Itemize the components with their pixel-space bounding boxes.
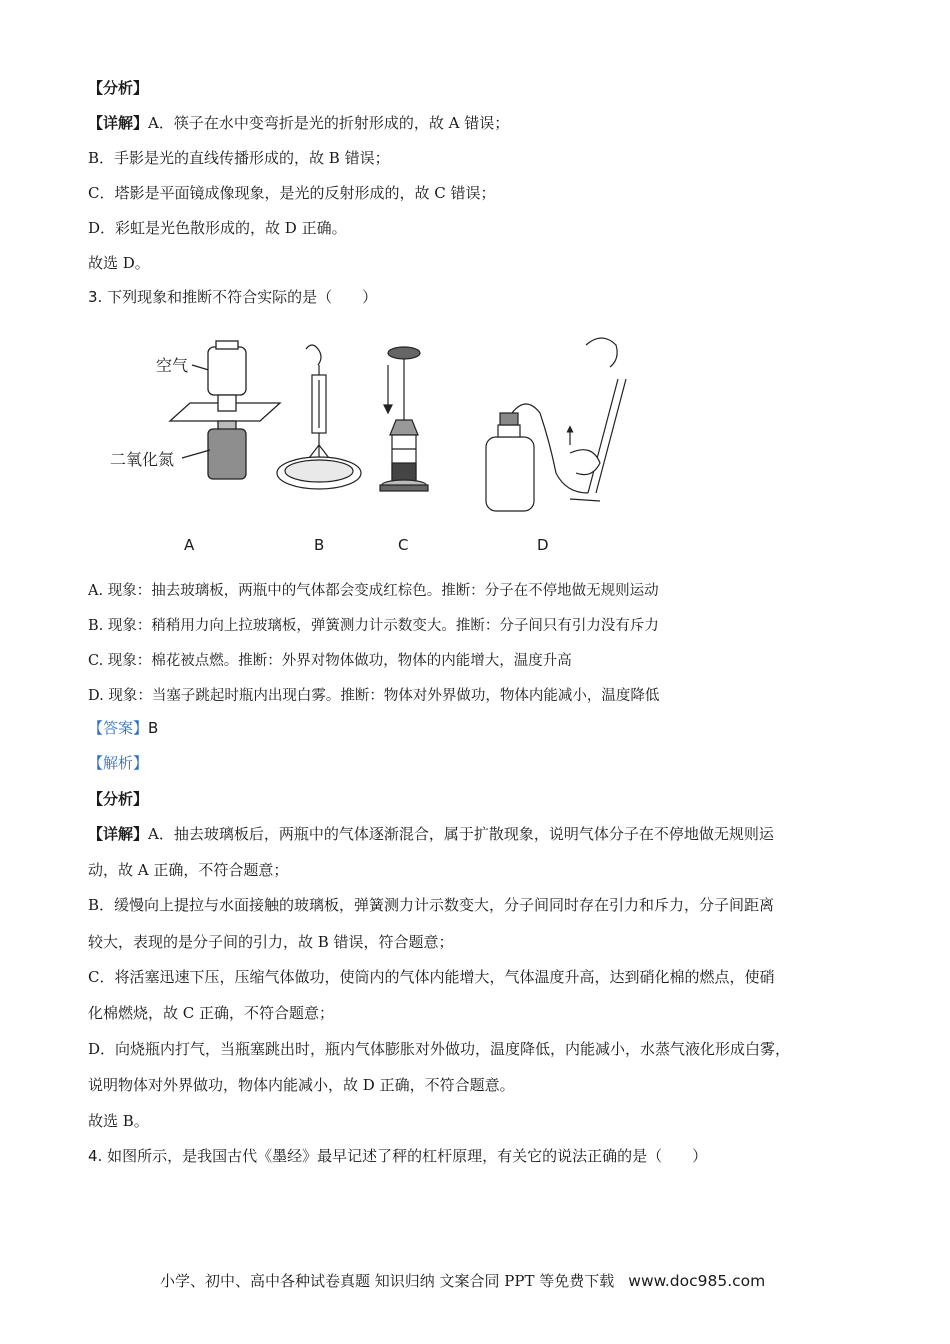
detail-text-1: A．抽去玻璃板后，两瓶中的气体逐渐混合，属于扩散现象，说明气体分子在不停地做无规则运 xyxy=(148,825,774,843)
detail-line-5: C．将活塞迅速下压，压缩气体做功，使筒内的气体内能增大，气体温度升高，达到硝化棉的燃点，使硝 xyxy=(88,968,775,986)
detail-line-b: B．手影是光的直线传播形成的，故 B 错误； xyxy=(88,149,390,167)
detail-text: A．筷子在水中变弯折是光的折射形成的，故 A 错误； xyxy=(148,114,510,132)
question-4-stem xyxy=(88,1146,707,1166)
detail-line-c: C．塔影是平面镜成像现象，是光的反射形成的，故 C 错误； xyxy=(88,184,496,202)
question-4-text: 如图所示，是我国古代《墨经》最早记述了秤的杠杆原理，有关它的说法正确的是（ ） xyxy=(107,1147,708,1165)
footer-text: 小学、初中、高中各种试卷真题 知识归纳 文案合同 PPT 等免费下载 xyxy=(160,1272,615,1290)
figure-label-a: A xyxy=(184,536,195,554)
option-c: C. 现象：棉花被点燃。推断：外界对物体做功，物体的内能增大，温度升高 xyxy=(88,653,572,669)
detail-line-1 xyxy=(88,824,774,844)
detail-line-8: 说明物体对外界做功，物体内能减小，故 D 正确，不符合题意。 xyxy=(88,1076,515,1094)
figure-d-air-pump xyxy=(486,338,626,511)
page-footer xyxy=(160,1270,765,1291)
analysis-heading-q3: 【分析】 xyxy=(88,790,149,808)
choice-line-q3: 故选 B。 xyxy=(88,1112,149,1130)
question-text: 下列现象和推断不符合实际的是（ ） xyxy=(107,288,378,306)
answer-tag: 【答案】 xyxy=(88,719,149,737)
detail-line-a xyxy=(88,113,509,133)
option-b: B. 现象：稍稍用力向上拉玻璃板，弹簧测力计示数变大。推断：分子间只有引力没有斥力 xyxy=(88,618,659,634)
detail-line-6: 化棉燃烧，故 C 正确，不符合题意； xyxy=(88,1004,335,1022)
figure-c-fire-syringe xyxy=(380,347,428,491)
question-number: 3. xyxy=(88,288,103,306)
experiment-figure xyxy=(100,325,640,560)
option-a: A. 现象：抽去玻璃板，两瓶中的气体都会变成红棕色。推断：分子在不停地做无规则运动 xyxy=(88,583,659,599)
detail-line-3: B．缓慢向上提拉与水面接触的玻璃板，弹簧测力计示数变大，分子间同时存在引力和斥力，分子间距离 xyxy=(88,896,775,914)
footer-url[interactable]: www.doc985.com xyxy=(628,1272,766,1290)
figure-a-diffusion xyxy=(110,341,280,479)
detail-heading: 【详解】 xyxy=(88,114,149,132)
answer-line xyxy=(88,718,158,738)
label-nitrogen-dioxide: 二氧化氮 xyxy=(110,450,175,469)
detail-line-4: 较大，表现的是分子间的引力，故 B 错误，符合题意； xyxy=(88,933,454,951)
detail-line-d: D．彩虹是光色散形成的，故 D 正确。 xyxy=(88,219,347,237)
question-3-stem xyxy=(88,287,377,307)
choice-line: 故选 D。 xyxy=(88,254,150,272)
figure-label-c: C xyxy=(398,536,409,554)
detail-heading-q3: 【详解】 xyxy=(88,825,149,843)
figure-label-b: B xyxy=(314,536,325,554)
answer-value: B xyxy=(148,719,159,737)
analysis-heading: 【分析】 xyxy=(88,79,149,97)
detail-line-2: 动，故 A 正确，不符合题意； xyxy=(88,861,289,879)
figure-label-d: D xyxy=(537,536,549,554)
label-air: 空气 xyxy=(156,356,189,375)
option-d: D. 现象：当塞子跳起时瓶内出现白雾。推断：物体对外界做功，物体内能减小，温度降低 xyxy=(88,688,660,704)
figure-b-spring-scale xyxy=(277,345,361,489)
explanation-tag: 【解析】 xyxy=(88,754,149,772)
detail-line-7: D．向烧瓶内打气，当瓶塞跳出时，瓶内气体膨胀对外做功，温度降低，内能减小，水蒸气液化形成白雾， xyxy=(88,1040,791,1058)
question-number-4: 4. xyxy=(88,1147,103,1165)
